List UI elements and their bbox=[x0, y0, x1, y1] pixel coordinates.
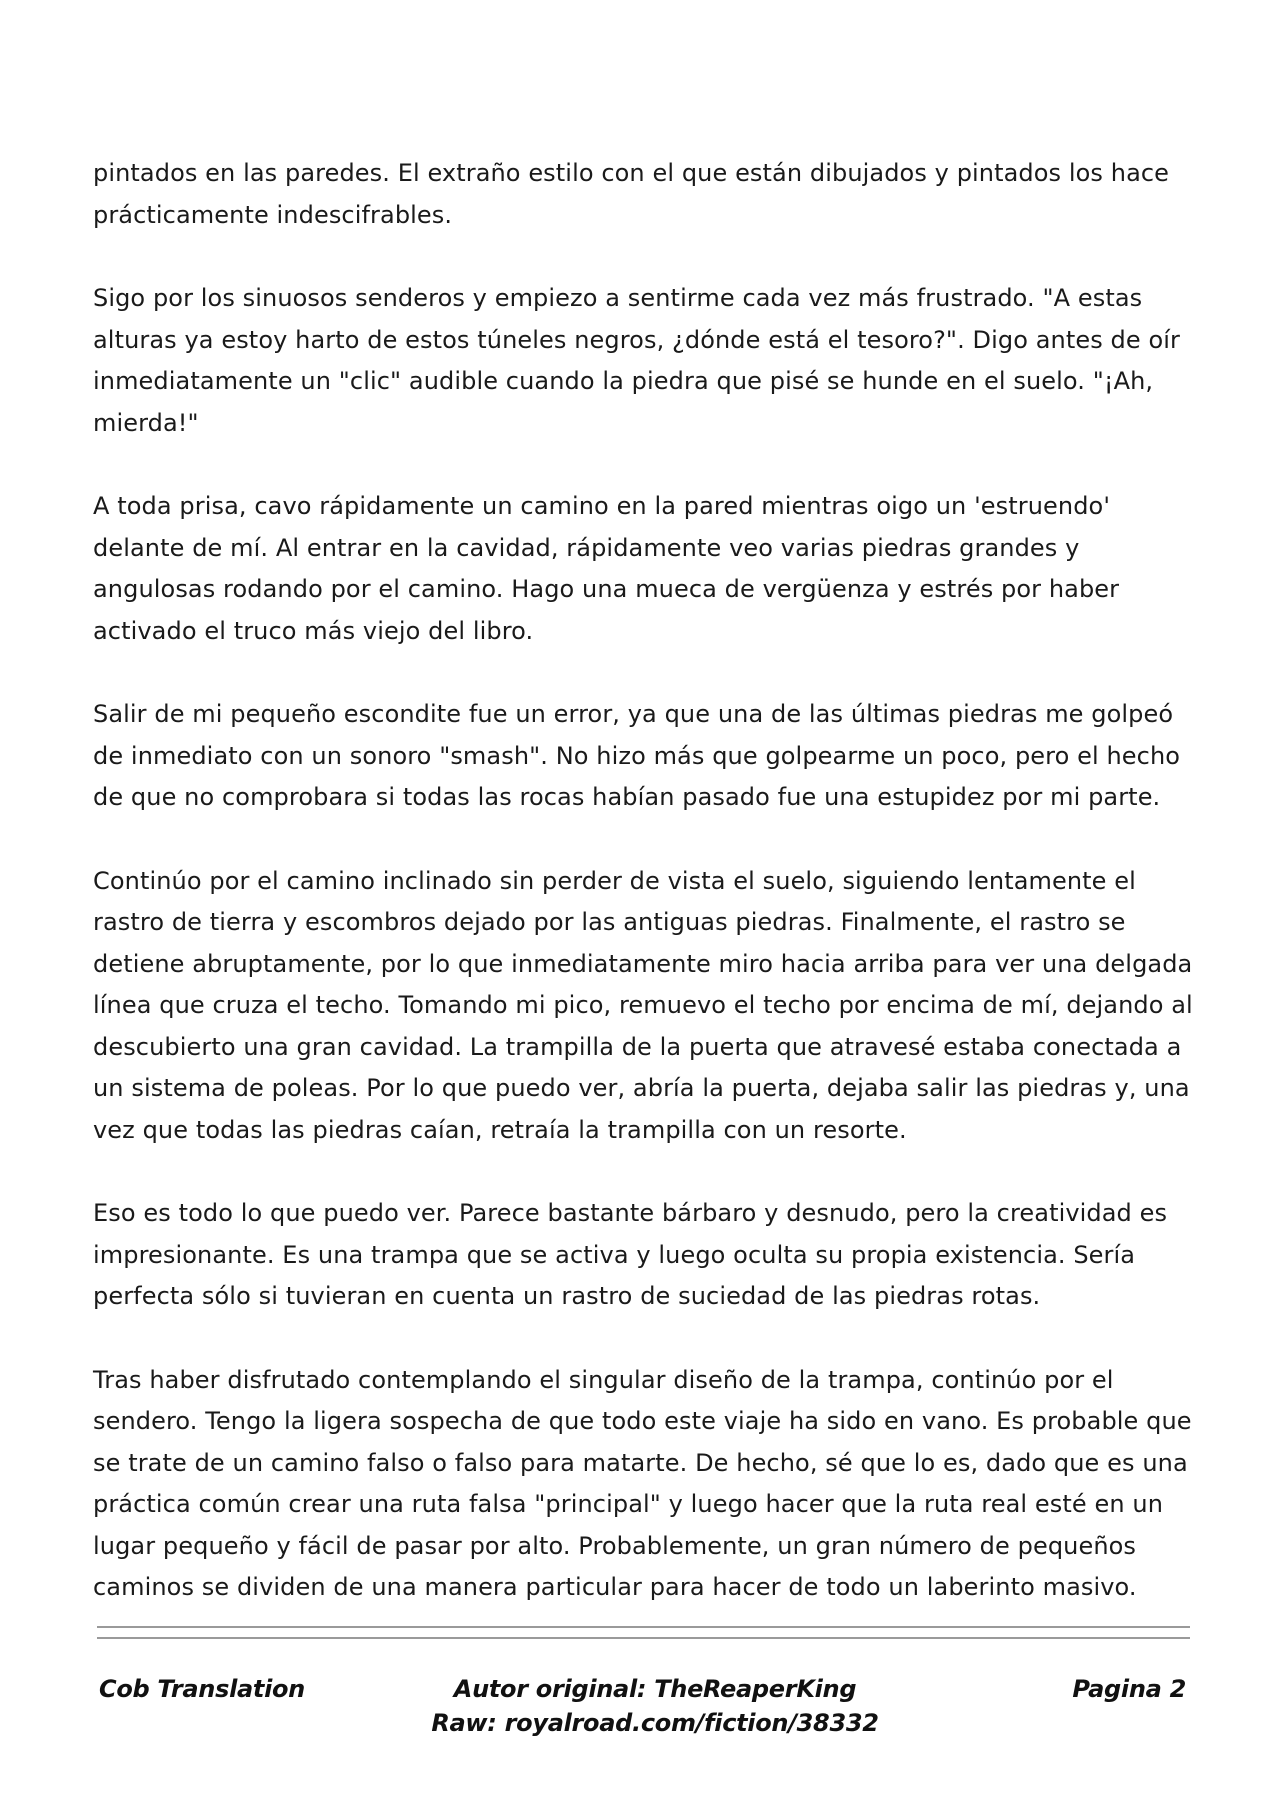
footer-credits bbox=[390, 1672, 920, 1740]
paragraph-6: Eso es todo lo que puedo ver. Parece bastante bárbaro y desnudo, pero la creatividad es impresionante. Es una trampa que se activa y luego oculta su propia existencia. Sería perfecta sólo si tuvieran en cuenta un rastro de suciedad de las piedras rotas. bbox=[93, 1199, 1168, 1310]
footer-original-author: Autor original: TheReaperKing bbox=[453, 1675, 857, 1703]
paragraph-2: Sigo por los sinuosos senderos y empiezo a sentirme cada vez más frustrado. "A estas alturas ya estoy harto de estos túneles negros, ¿dónde está el tesoro?". Digo antes de oír inmediatamente un "clic" audible cuando la piedra que pisé se hunde en el suelo. "¡Ah, mierda!" bbox=[93, 284, 1180, 437]
footer-raw-source: Raw: royalroad.com/fiction/38332 bbox=[431, 1709, 879, 1737]
document-body bbox=[93, 153, 1203, 1651]
paragraph-4: Salir de mi pequeño escondite fue un error, ya que una de las últimas piedras me golpeó de inmediato con un sonoro "smash". No hizo más que golpearme un poco, pero el hecho de que no comprobara si todas las rocas habían pasado fue una estupidez por mi parte. bbox=[93, 700, 1181, 811]
paragraph-3: A toda prisa, cavo rápidamente un camino en la pared mientras oigo un 'estruendo' delante de mí. Al entrar en la cavidad, rápidamente veo varias piedras grandes y angulosas rodando por el camino. Hago una mueca de vergüenza y estrés por haber activado el truco más viejo del libro. bbox=[93, 492, 1120, 645]
footer-page-number: Pagina 2 bbox=[1072, 1675, 1186, 1703]
footer-translator: Cob Translation bbox=[99, 1675, 305, 1703]
paragraph-1: pintados en las paredes. El extraño estilo con el que están dibujados y pintados los hace prácticamente indescifrables. bbox=[93, 159, 1170, 229]
footer-divider-bottom bbox=[97, 1637, 1190, 1639]
paragraph-5: Continúo por el camino inclinado sin perder de vista el suelo, siguiendo lentamente el rastro de tierra y escombros dejado por las antiguas piedras. Finalmente, el rastro se detiene abruptamente, por lo que inmediatamente miro hacia arriba para ver una delgada línea que cruza el techo. Tomando mi pico, remuevo el techo por encima de mí, dejando al descubierto una gran cavidad. La trampilla de la puerta que atravesé estaba conectada a un sistema de poleas. Por lo que puedo ver, abría la puerta, dejaba salir las piedras y, una vez que todas las piedras caían, retraía la trampilla con un resorte. bbox=[93, 866, 1193, 1144]
footer-divider-top bbox=[97, 1626, 1190, 1628]
paragraph-7: Tras haber disfrutado contemplando el singular diseño de la trampa, continúo por el sendero. Tengo la ligera sospecha de que todo este viaje ha sido en vano. Es probable que se trate de un camino falso o falso para matarte. De hecho, sé que lo es, dado que es una práctica común crear una ruta falsa "principal" y luego hacer que la ruta real esté en un lugar pequeño y fácil de pasar por alto. Probablemente, un gran número de pequeños caminos se dividen de una manera particular para hacer de todo un laberinto masivo. bbox=[93, 1365, 1192, 1601]
